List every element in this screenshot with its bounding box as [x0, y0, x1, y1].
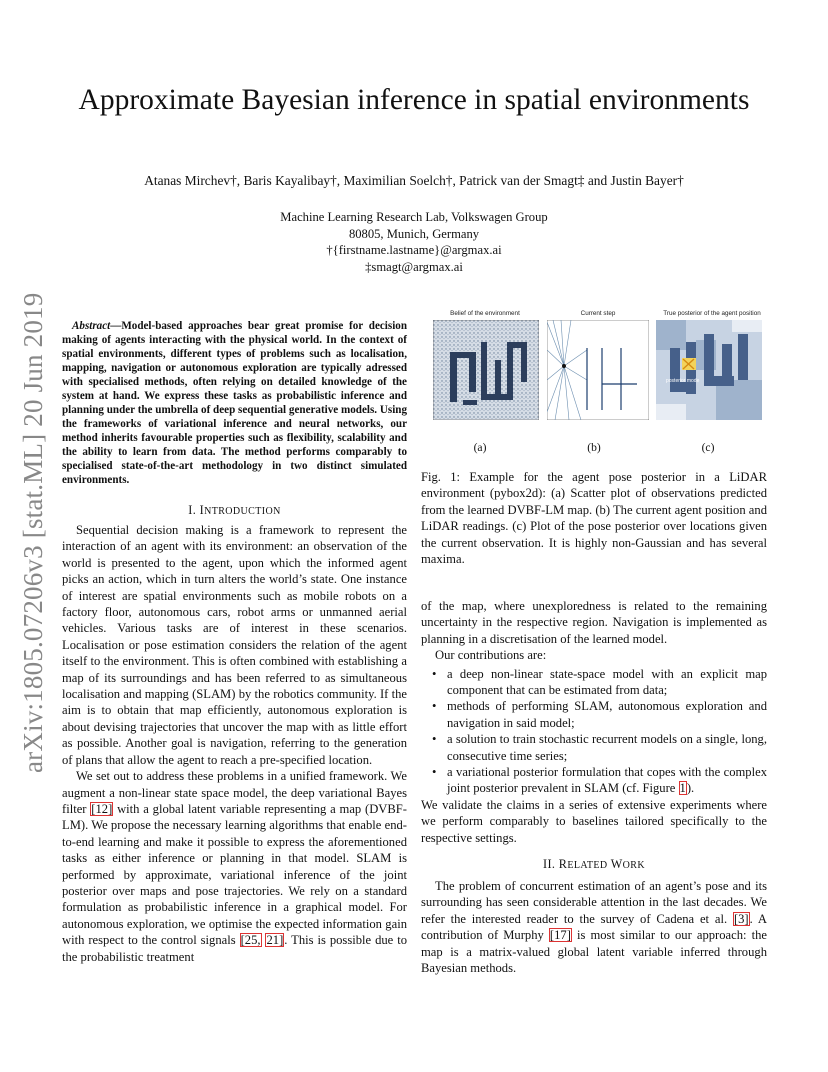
contributions-intro: Our contributions are:	[435, 648, 547, 663]
affiliation-email-2: ‡smagt@argmax.ai	[365, 259, 463, 274]
validation-paragraph: We validate the claims in a series of extensive experiments where we perform comparably to baselines tailored specifically to the respective settings.	[421, 797, 767, 845]
author-list: Atanas Mirchev†, Baris Kayalibay†, Maximilian Soelch†, Patrick van der Smagt‡ and Justin Bayer†	[144, 173, 684, 188]
paper-title: Approximate Bayesian inference in spatial environments	[78, 84, 750, 116]
list-item	[447, 764, 767, 797]
citation-link[interactable]: [17]	[549, 928, 571, 943]
affiliation-email: †{firstname.lastname}@argmax.ai	[326, 243, 502, 258]
figure-panel-a-scatter	[433, 320, 539, 420]
contributions-list	[421, 666, 767, 797]
posterior-mode-label: posterior mode	[666, 378, 700, 384]
list-item-text: ).	[686, 781, 695, 796]
introduction-body	[62, 522, 407, 965]
list-item: • methods of performing SLAM, autonomous exploration and navigation in said model;	[447, 698, 767, 731]
right-column-body	[421, 598, 767, 846]
affiliation-block	[60, 209, 768, 275]
intro-paragraph-2	[62, 768, 407, 965]
panel-label-c: (c)	[701, 441, 715, 454]
related-text: is most similar to our approach: the map is a matrix-valued global latent variable inferred through Bayesian methods.	[421, 928, 768, 976]
figure-panel-c-posterior	[656, 320, 762, 420]
affiliation-city: 80805, Munich, Germany	[348, 226, 480, 241]
section-heading-related-work: II. RELATED WORK	[543, 857, 645, 871]
list-item: • a deep non-linear state-space model with an explicit map component that can be estimated from data;	[447, 666, 767, 699]
panel-label-b: (b)	[587, 441, 601, 454]
citation-link[interactable]: [3]	[733, 911, 749, 926]
arxiv-stamp: arXiv:1805.07206v3 [stat.ML] 20 Jun 2019	[18, 292, 48, 773]
abstract-text: —Model-based approaches bear great promise for decision making of agents interacting with the physical world. In the context of spatial environments, different types of problems such as localisation, mapping, navigation or autonomous exploration are typically adressed with specialised methods, often relying on detailed knowledge of the system at hand. We express these tasks as probabilistic inference and planning under the umbrella of deep sequential generative models. Using the frameworks of variational inference and neural networks, our method inherits favourable properties such as flexibility, scalability and the ability to learn from data. The method performs comparably to specialised state-of-the-art methodology in two distinct simulated environments.	[62, 320, 407, 486]
intro-text: . This is possible due to the probabilistic treatment	[62, 933, 407, 964]
panel-title-b: Current step	[580, 310, 616, 317]
continued-paragraph: of the map, where unexploredness is related to the remaining uncertainty in the respective region. Navigation is implemented as planning in a discretisation of the learned model.	[421, 599, 767, 646]
abstract-label: Abstract	[72, 320, 111, 332]
citation-link[interactable]: [25,	[240, 933, 261, 948]
related-text: . A contribution of Murphy	[421, 911, 767, 943]
citation-link[interactable]: [12]	[91, 801, 113, 816]
panel-title-c: True posterior of the agent position	[663, 310, 761, 317]
related-paragraph	[421, 878, 767, 976]
list-item: • a solution to train stochastic recurrent models on a single, long, consecutive time series;	[447, 731, 767, 764]
panel-title-a: Belief of the environment	[450, 310, 520, 317]
figure-reference-link[interactable]: 1	[679, 781, 686, 796]
intro-text: with a global latent variable representing a map (DVBF-LM). We propose the necessary learning algorithms that enable end-to-end learning and make it possible to express the aforementioned tasks as either inference or planning in that model. SLAM is performed by approximate, variational inference of the joint posterior over maps and pose trajectories. We rely on a standard formulation as probabilistic inference in a graphical model. For autonomous exploration, we optimise the expected information gain with respect to the control signals	[62, 801, 407, 948]
figure-panel-b-lidar	[547, 320, 649, 420]
panel-label-a: (a)	[473, 441, 487, 454]
section-heading-introduction: I. INTRODUCTION	[188, 503, 281, 517]
citation-link[interactable]: 21]	[266, 933, 284, 948]
abstract	[62, 319, 407, 487]
intro-text: We set out to address these problems in a unified framework. We augment a non-linear state space model, the deep variational Bayes filter	[62, 769, 407, 816]
figure-caption: Fig. 1: Example for the agent pose posterior in a LiDAR environment (pybox2d): (a) Scatter plot of observations predicted from the learned DVBF-LM map. (b) The current agent position and LiDAR readings. (c) Plot of the pose posterior over locations given the current observation. It is highly non-Gaussian and has several maxima.	[421, 470, 767, 567]
list-item-text: a variational posterior formulation that copes with the complex joint posterior prevalent in SLAM (cf. Figure	[447, 765, 767, 796]
related-text: The problem of concurrent estimation of an agent’s pose and its surrounding has seen considerable attention in the last decades. We refer the interested reader to the survey of Cadena et al.	[421, 879, 767, 926]
related-work-body	[421, 878, 767, 976]
intro-paragraph-1: Sequential decision making is a framework to represent the interaction of an agent with its environment: an observation of the world is presented to the agent, upon which the informed agent picks an action, which in turn alters the world’s state. One instance of interest are spatial environments such as mobile robots on a factory floor, autonomous cars, robot arms or unmanned aerial vehicles. Various tasks are of interest in these scenarios. Localisation or pose estimation considers the relation of the agent itself to the environment. This is often combined with establishing a map of its surroundings and has been referred to as simultaneous localisation and mapping (SLAM) by the robotics community. If the aim is to obtain that map efficiently, autonomous exploration is about devising trajectories that uncover the map with as little effort as possible. Another goal is navigation, referring to the generation of plans that allow the agent to reach a pre-specified location.	[62, 523, 407, 767]
affiliation-lab: Machine Learning Research Lab, Volkswagen Group	[280, 210, 548, 224]
